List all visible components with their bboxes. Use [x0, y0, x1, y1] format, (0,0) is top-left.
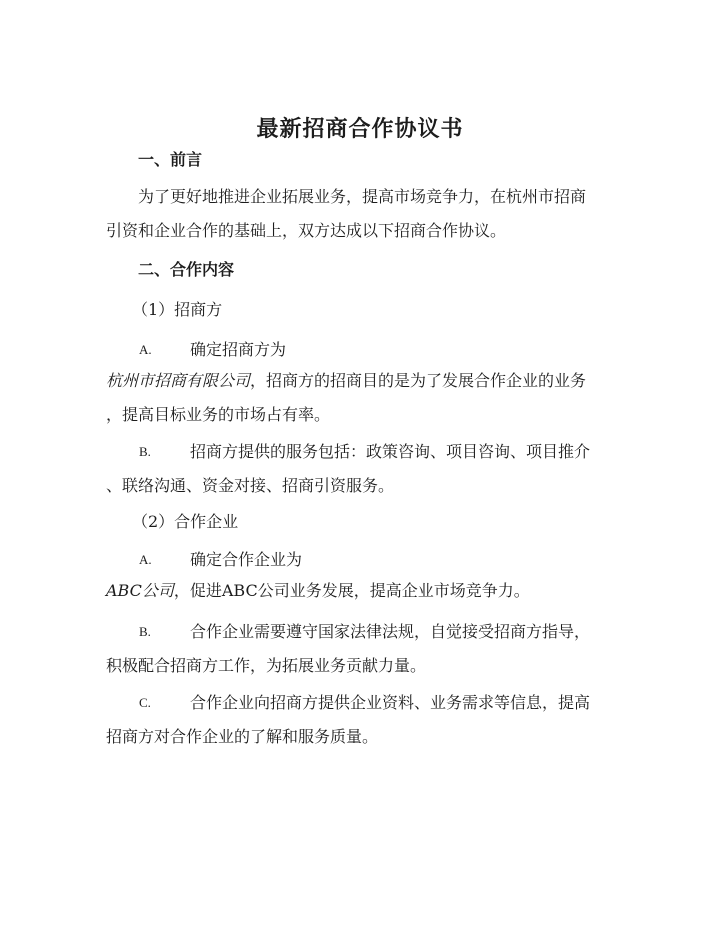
partner-item-c-line-2: 招商方对合作企业的了解和服务质量。 [106, 727, 379, 746]
item-head-text: 合作企业向招商方提供企业资料、业务需求等信息，提高 [190, 693, 591, 712]
investor-item-a-body [106, 364, 606, 432]
item-head-text: 确定招商方为 [190, 340, 287, 359]
investor-name-emphasis: 杭州市招商有限公司 [106, 371, 251, 390]
partner-item-a-line-1-rest: ，促进ABC公司业务发展，提高企业市场竞争力。 [173, 581, 530, 600]
partner-item-c-body [106, 686, 606, 754]
partner-item-b-line-2: 积极配合招商方工作，为拓展业务贡献力量。 [106, 656, 427, 675]
section-heading-preface: 一、前言 [138, 150, 203, 169]
subheading-investor: （1）招商方 [132, 300, 223, 319]
section-heading-content: 二、合作内容 [138, 260, 235, 279]
document-title: 最新招商合作协议书 [256, 116, 464, 142]
investor-item-b-body [106, 435, 606, 503]
investor-item-b-line-1 [106, 435, 606, 469]
partner-item-b-body [106, 615, 606, 683]
partner-item-a-line-1 [106, 574, 606, 608]
partner-item-b-line-1 [106, 615, 606, 649]
investor-item-b-line-2: 、联络沟通、资金对接、招商引资服务。 [106, 476, 395, 495]
preface-line-2: 引资和企业合作的基础上，双方达成以下招商合作协议。 [106, 221, 507, 240]
partner-item-c-line-1 [106, 686, 606, 720]
investor-item-a-line-2: ，提高目标业务的市场占有率。 [106, 405, 331, 424]
investor-item-a-line-1 [106, 364, 606, 398]
item-head-text: 合作企业需要遵守国家法律法规，自觉接受招商方指导， [190, 622, 591, 641]
preface-line-1: 为了更好地推进企业拓展业务，提高市场竞争力，在杭州市招商 [138, 187, 587, 206]
partner-item-a-body [106, 574, 606, 608]
subheading-partner: （2）合作企业 [132, 512, 239, 531]
item-head-text: 确定合作企业为 [190, 550, 303, 569]
item-marker: C. [139, 695, 151, 710]
investor-item-a-line-1-rest: ，招商方的招商目的是为了发展合作企业的业务 [250, 371, 587, 390]
item-marker: A. [139, 342, 152, 357]
item-marker: A. [139, 552, 152, 567]
partner-name-emphasis: ABC公司 [106, 581, 174, 600]
item-marker: B. [139, 444, 151, 459]
item-marker: B. [139, 624, 151, 639]
preface-paragraph [106, 180, 606, 248]
item-head-text: 招商方提供的服务包括：政策咨询、项目咨询、项目推介 [190, 442, 591, 461]
